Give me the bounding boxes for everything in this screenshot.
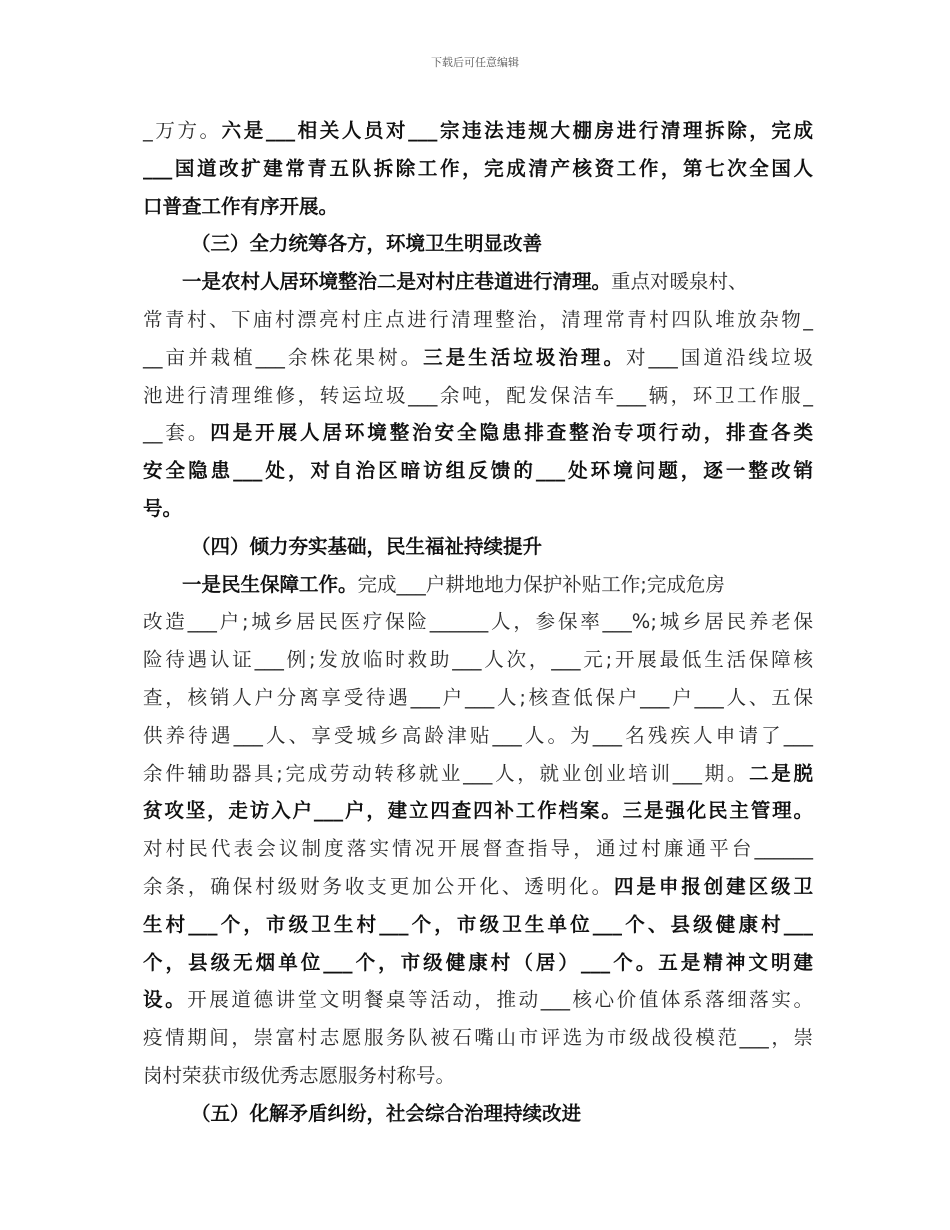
text-line [143, 414, 813, 452]
text-run: _万方。 [143, 119, 222, 142]
text-line [143, 301, 813, 339]
text-run: 安全隐患___处，对自治区暗访组反馈的___处环境问题，逐一整改销 [143, 459, 813, 483]
text-run: 岗村荣获市级优秀志愿服务村称号。 [143, 1063, 456, 1087]
text-run: 三是生活垃圾治理。 [423, 345, 626, 369]
page-header: 下载后可任意编辑 [431, 56, 519, 69]
document-body [143, 112, 813, 1133]
text-run: 一是农村人居环境整治二是对村庄巷道进行清理。 [182, 270, 612, 294]
text-run: 查，核销人户分离享受待遇___户___人;核查低保户___户___人、五保 [143, 685, 813, 709]
text-run: 常青村、下庙村漂亮村庄点进行清理整治，清理常青村四队堆放杂物_ [143, 307, 813, 331]
text-line [143, 150, 813, 188]
text-run: 疫情期间，崇富村志愿服务队被石嘴山市评选为市级战役模范___，崇 [143, 1026, 813, 1050]
text-run: 余件辅助器具;完成劳动转移就业___人，就业创业培训___期。 [143, 761, 750, 785]
text-line [143, 112, 813, 150]
section-heading [143, 1095, 813, 1133]
text-line [143, 868, 813, 906]
text-line [143, 490, 813, 528]
text-run: 设。 [143, 988, 188, 1012]
text-line [143, 566, 813, 604]
text-run: 池进行清理维修，转运垃圾___余吨，配发保洁车___辆，环卫工作服_ [143, 383, 813, 407]
text-run: __亩并栽植___余株花果树。 [143, 345, 424, 369]
text-line [143, 792, 813, 830]
text-line [143, 755, 813, 793]
text-run: 重点对暖泉村、 [611, 270, 748, 294]
text-run: 口普查工作有序开展。 [143, 194, 339, 218]
section-heading [143, 528, 813, 566]
text-line [143, 981, 813, 1019]
section-heading [143, 225, 813, 263]
text-run: 四是申报创建区级卫 [614, 874, 813, 898]
text-run: 一是民生保障工作。 [182, 572, 358, 596]
text-line [143, 377, 813, 415]
text-line [143, 906, 813, 944]
text-run: 险待遇认证___例;发放临时救助___人次，___元;开展最低生活保障核 [143, 648, 813, 672]
text-line [143, 830, 813, 868]
text-line [143, 641, 813, 679]
text-run: （四）倾力夯实基础，民生福祉持续提升 [191, 534, 543, 558]
text-run: 贫攻坚，走访入户___户，建立四查四补工作档案。三是强化民主管理。 [143, 799, 813, 823]
text-run: 改造___户;城乡居民医疗保险______人，参保率___%;城乡居民养老保 [143, 610, 813, 634]
text-line [143, 1057, 813, 1095]
text-line [143, 717, 813, 755]
text-run: 号。 [143, 496, 183, 520]
text-line [143, 603, 813, 641]
text-run: 开展道德讲堂文明餐桌等活动，推动___核心价值体系落细落实。 [187, 988, 813, 1012]
text-run: 对___国道沿线垃圾 [625, 345, 813, 369]
text-run: 余条，确保村级财务收支更加公开化、透明化。 [143, 874, 615, 898]
text-run: （三）全力统筹各方，环境卫生明显改善 [191, 232, 543, 256]
text-run: 四是开展人居环境整治安全隐患排查整治专项行动，排查各类 [210, 421, 813, 445]
text-line [143, 452, 813, 490]
text-run: 六是___相关人员对___宗违法违规大棚房进行清理拆除，完成 [221, 119, 813, 142]
text-run: __套。 [143, 421, 211, 445]
text-line [143, 188, 813, 226]
text-run: 二是脱 [749, 761, 813, 785]
text-line [143, 1019, 813, 1057]
text-line [143, 263, 813, 301]
text-run: 个，县级无烟单位___个，市级健康村（居）___个。五是精神文明建 [143, 950, 813, 974]
text-line [143, 339, 813, 377]
text-run: （五）化解矛盾纠纷，社会综合治理持续改进 [191, 1101, 582, 1125]
text-run: 完成___户耕地地力保护补贴工作;完成危房 [357, 572, 725, 596]
text-run: 对村民代表会议制度落实情况开展督查指导，通过村廉通平台______ [143, 837, 813, 861]
text-line [143, 944, 813, 982]
text-line [143, 679, 813, 717]
text-run: ___国道改扩建常青五队拆除工作，完成清产核资工作，第七次全国人 [143, 156, 813, 180]
text-run: 供养待遇___人、享受城乡高龄津贴___人。为___名残疾人申请了___ [143, 723, 813, 747]
text-run: 生村___个，市级卫生村___个，市级卫生单位___个、县级健康村___ [143, 912, 813, 936]
